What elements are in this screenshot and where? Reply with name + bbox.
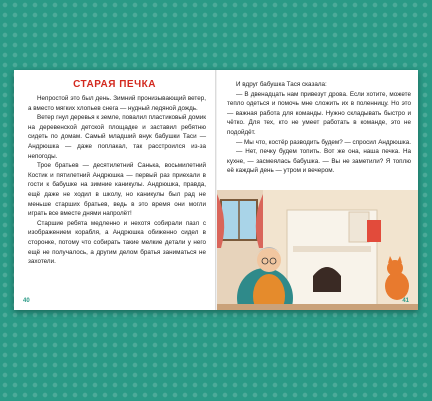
kitchen-illustration [217, 190, 418, 310]
left-page [14, 70, 215, 310]
paragraph: Ветер гнул деревья к земле, повалил пластиковый домик на деревенской детской площадке и заставил ребятню сидеть по домам. Самый младший внук бабушки Таси — Андрюшка — даже поплакал, так расстроился из-за непогоды. [28, 114, 206, 160]
paragraph: — Мы что, костёр разводить будем? — спросил Андрюшка. [236, 138, 411, 146]
left-page-text [28, 94, 206, 267]
page-number: 41 [402, 298, 409, 304]
paragraph: Трое братьев — десятилетний Санька, восьмилетний Костик и пятилетний Андрюшка — первый раз приехали в гости к бабушке на зимние каникулы. Андрюшка, правда, ещё даже не ходил в школу, но каникулы был рад не меньше старших братьев, ведь в это время они могли играть все вместе днями напролёт! [28, 162, 206, 218]
page-number: 40 [23, 298, 30, 304]
paragraph: — Нет, печку будем топить. Вот же она, наша печка. На кухне, — засмеялась бабушка. — Вы не заметили? Я топлю её каждый день — утром и вечером. [227, 148, 411, 175]
paragraph: — В двенадцать нам привезут дрова. Если хотите, можете тепло одеться и помочь мне сложить их в поленницу. Но это — важная работа для команды. Нужно складывать быстро и чётко. Для тех, кто не умеет работать в команде, это не подойдёт. [227, 90, 411, 136]
paragraph: Старшие ребята медленно и нехотя собирали пазл с изображением корабля, а Андрюшка обиженно сидел в сторонке, потому что собирать такие мелкие детали у него ещё не получалось, а другим делом братья заниматься не захотели. [28, 219, 206, 266]
right-page [217, 70, 418, 310]
paragraph: Непростой это был день. Зимний пронизывающий ветер, а вместо мягких хлопьев снега — нудный ледяной дождь. [28, 95, 206, 112]
book-spread [14, 70, 418, 310]
paragraph: И вдруг бабушка Тася сказала: [236, 81, 327, 88]
right-page-text [227, 80, 411, 176]
story-title: СТАРАЯ ПЕЧКА [73, 79, 156, 90]
